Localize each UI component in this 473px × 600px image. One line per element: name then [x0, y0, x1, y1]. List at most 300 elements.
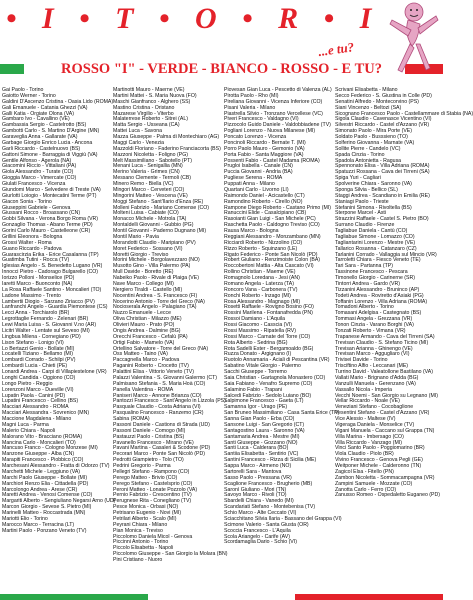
list-item: Robert Giuliano - Renzimoiste Colon (BA) [224, 257, 321, 264]
list-item: Garbage Giorgio Enrico Lucia - Ancona [2, 139, 93, 146]
list-item: Mancina Carlo - Moncalieri (TO) [2, 439, 76, 446]
list-item: Vice Alessio - Maltese (IV) [335, 416, 396, 422]
list-item: Grillini Eleonora - Bologna [2, 233, 63, 240]
list-item: Marchetti Michele - Leggiuno (VA) [2, 468, 81, 475]
list-item: Villa Riccardo - Vanzago (MI) [335, 439, 402, 446]
list-item: Oss Matteo - Taino (VA) [113, 351, 168, 358]
list-item: Ladone Massimo - Trento [2, 292, 61, 299]
list-item: Trevisan Arianna - Ghinengo (VE) [335, 345, 413, 352]
list-item: Pizzocolo Guido Daniele - Valdobbiadene (TV) [224, 122, 331, 129]
list-item: Moretti Giorgio - Treviso [113, 251, 169, 258]
list-item: Roccobertoni Mattia - Alta Cascato (VI) [224, 263, 314, 270]
list-item: Tomadoni Alberto - Torino [335, 304, 394, 311]
list-item: Guano Riccardo - Padova [2, 245, 62, 252]
list-item: Vallati Mario - Brignano d'Adda (BG) [335, 374, 419, 381]
list-item: Santagostino Laura - Saronno (VA) [224, 427, 305, 434]
list-item: Viola Claudio - Piolo (BR) [335, 451, 394, 458]
list-item: Gobbi Silvana - Verona Borgo Roma (VR) [2, 216, 99, 223]
list-item: Gioggia Marco - Vimercate (CO) [2, 175, 77, 182]
list-item: Puccia Giovanni - Andria (BA) [224, 169, 293, 176]
list-item: Iorizzo Polloni - Monselice (PD) [2, 275, 75, 281]
list-item: Rossoi Damiano - L'Aquila [224, 316, 285, 323]
list-item: Soldato Paolo - Busssieno (TO) [335, 134, 408, 140]
list-item: Ramondino Roberto - Cirello (NO) [224, 198, 303, 205]
list-item: Maschi Gianfranco - Alghero (SS) [113, 98, 191, 105]
list-item: Lecci Anna - Torchiarolo (BR) [2, 310, 70, 317]
list-item: Sigola Claudio - Cavenasce Vicentino (VI) [335, 116, 432, 123]
list-item: Romagnolo Loredana - Jesi (AN) [224, 275, 300, 281]
list-item: Lingbua Milena - Cornegiano (PD) [2, 333, 81, 340]
list-item: Zanusso Romeo - Ospedaletto Euganeo (PD) [335, 492, 440, 499]
list-item: Trivisei Davide - Torino [335, 357, 388, 364]
list-item: Ronchi Roberto - Inzago (MI) [224, 292, 291, 299]
list-item: Matta Sergio - Usseana (CA) [113, 122, 180, 129]
list-item: Scaglione Francesco - Brugherio (MB) [224, 480, 313, 487]
list-item: Tonzati Roberto - Vimana (VR) [335, 327, 406, 334]
list-item: Sanna Gian Paolo - Erba (CO) [224, 416, 295, 422]
list-item: Roncoro Vana - Carbonera (TV) [224, 286, 298, 293]
list-item: Solferino Giovanna - Marnate (VA) [335, 139, 415, 146]
list-item: Nabeiko Paolo - Rivale di Plaiga (VE) [113, 275, 199, 281]
list-item: Petrilari Alberto - Scalo (MI) [113, 515, 177, 522]
list-item: Nuzzo Emanuele - Lecce [113, 310, 171, 317]
list-item: Santiia Elisabetta - Sentirio (VC) [224, 451, 299, 458]
list-item: Poncato Lorenzo - Vicenza [224, 134, 287, 140]
list-item: Porta Fabio - Santa Maggiore (VA) [224, 151, 304, 158]
list-item: Molleni Fabrizio - Mariano Comense (CO) [113, 204, 209, 211]
list-item: Gentile Alfonso - Agerola (NA) [2, 157, 72, 164]
list-item: Stefanini Simona - Rivoltella (BS) [335, 204, 412, 211]
list-item: Weitponer Michele - Calderonno (TN) [335, 463, 422, 469]
list-item: Vassallo Nicola - Imperia [335, 386, 392, 393]
list-item: Gattoni Simone - Barraggia di Viggiù (VA) [2, 151, 98, 158]
list-item: Mull Davide - Boretto (RE) [113, 269, 174, 276]
list-item: Giacomini Riccio - Vittaliani (PA) [2, 163, 77, 170]
list-item: Rampone Diego Roberto - Castano Primo (MI) [224, 204, 331, 211]
list-item: Marchi Paolo Giuseppe - Bollate (MI) [2, 474, 88, 481]
list-item: Maccione Magdalena - Milano [2, 416, 72, 422]
list-item: Sabatino Vitale Giorgio - Palermo [224, 363, 301, 370]
list-item: Todeti Andrea - Roviretto d'Asiaki (PG) [335, 292, 424, 299]
list-item: Nave Marco - Collego (MI) [113, 280, 174, 287]
list-item: Nocentini Andrea - S. Francesco (FI) [113, 292, 198, 299]
list-item: Rota Sadelli Ester - Bergamoaldo (BG) [224, 345, 314, 352]
list-item: Longhi Candida - Oggiono (CO) [2, 374, 76, 381]
list-item: Trevisan Claudio - S. Stefano Ticino (MI) [335, 339, 429, 346]
list-item: Santi Giuseppe - Gozzano (NO) [224, 439, 298, 446]
list-item: Pugliese Serena - ROMA [224, 175, 283, 182]
list-item: Piveri Francesco - Valdagno (VI) [224, 116, 299, 123]
list-item: Scandariati Stefano - Montebenisa (TV) [224, 504, 316, 511]
list-item: Spadola Antonietta - Ragusa [335, 157, 402, 164]
list-item: Guarascirzia Erika - Erice Casalanna (TP) [2, 251, 99, 258]
list-item: Santini Francesco - Rizza di Sicilia (ME) [224, 457, 317, 464]
list-item: Lorenzoni Marco - Dueville (VI) [2, 386, 74, 393]
list-item: Maretti Andrea - Venosi Comense (CO) [2, 492, 93, 499]
list-item: Licitri Walter - Lentate sul Seveso (MI) [2, 327, 90, 334]
list-item: Trapanese Armando - Cava del Tirreni (SA) [335, 333, 435, 340]
list-item: Rigato Federico - Ponte San Nicolò (PD) [224, 251, 318, 258]
list-item: Ruotolo Annamaria - Aciali di Pescantina (VR) [224, 357, 330, 364]
list-item: Melt Massimiliano - Sabotello (PT) [113, 157, 192, 164]
list-item: Pellegri Stefano - Rampono (CO) [113, 468, 190, 475]
list-item: Lonardi Andrea - Carpi di Villapiestelone (VR) [2, 369, 107, 375]
header-question: ROSSO "I" - VERDE - BIANCO - ROSSO - E TU? [61, 61, 382, 77]
list-item: Innocci Pietro - Cadorago Bulgarello (CO) [2, 269, 99, 276]
list-item: Timonello Giorgio - Carinerne (SR) [335, 275, 415, 281]
list-item: Marchesani Alessandro - Fratta di Odorzo (TV) [2, 463, 110, 469]
list-item: Margariti Alberto - Sengiuliano Negarsi Arno (UD) [2, 498, 116, 505]
list-item: Pasquale Claudio - Costa Adriana (VI) [113, 404, 201, 411]
list-item: Vesentini Stefano - Castel d'Azzano (VR) [335, 410, 430, 417]
list-item: Rasoianti Gian Luigi - San Michele (PC) [224, 216, 316, 223]
list-item: Marapiti Francesco - Piobbico (CO) [2, 457, 84, 464]
list-item: Salcedi Fabrizio - Sedolo Luiano (BO) [224, 392, 312, 399]
list-item: Giussani Rocco - Broassano (CN) [2, 210, 81, 217]
list-item: Quartani Carlo - Livorno (LI) [224, 186, 289, 193]
list-item: Vellar Riccardo - Noale (VE) [335, 398, 400, 405]
name-column-4 [335, 87, 473, 592]
list-item: Secco Federico - S. Giustina in Colle (PD) [335, 92, 432, 99]
list-item: Rosa Alessandro - Magnago (MI) [224, 298, 301, 305]
list-item: Sacchi Giuseppe - Torremo [224, 369, 287, 375]
list-item: Zagicol Elsa - Fitello (PN) [335, 468, 394, 475]
list-item: Vigani Manuela - Caccano sul Grappa (TN) [335, 427, 435, 434]
list-item: Vanzulli Manuela - Gerenzano (VA) [335, 380, 416, 387]
list-item: Tintorri Andrea - Gardo (VR) [335, 280, 400, 287]
list-item: Gambassia Sergio - Castelrotto (BS) [2, 122, 87, 129]
list-item: Marcon Giorgio - Sevese S. Pietro (MI) [2, 504, 92, 511]
list-item: Raimondo Daniel - Acicastello (CT) [224, 192, 305, 199]
list-item: Mazarese Virgilio - Viterbo [113, 110, 174, 117]
list-item: Malerio Chiara - Napoli [2, 427, 56, 434]
list-item: Ongis Andrea - Dalmine (BG) [113, 327, 181, 334]
list-item: Ruzza Donato - Argignano (I) [224, 351, 292, 358]
list-item: Mazza Giuseppe - Palma di Montechiaro (AG) [113, 134, 220, 140]
list-item: Saia Christian - Gartagnola Monastero (CO) [224, 374, 326, 381]
list-item: Spiga Yuri - Cagliari [335, 175, 381, 182]
list-item: Tagliabue Daniela - Cantù (CO) [335, 228, 408, 234]
bottom-bar-red [295, 594, 443, 600]
list-item: Prugloi Isabella - Canale (CN) [224, 163, 293, 170]
name-list-columns [2, 87, 473, 592]
list-item: Zampini Samuele - Mozzate (CO) [335, 480, 413, 487]
list-item: Spolverine Chiara - Saronno (VA) [335, 181, 412, 187]
list-item: Gorini Carlo Mauro - Castelleone (CR) [2, 228, 91, 234]
list-item: Lison Stefano - Lonigo (VI) [2, 339, 64, 346]
list-item: Macciari Alessandra - Sovrenico (MN) [2, 410, 90, 417]
list-item: Longo Pietro - Reggio [2, 380, 53, 387]
list-item: Veneziani Stefano - Cocobaglione [335, 404, 414, 411]
list-item: Gai Paolo - Torino [2, 87, 44, 93]
list-item: Pisani Valeria - Milano [224, 104, 276, 111]
list-item: Pernio Fabrizio - Crescentino (TV) [113, 492, 192, 499]
list-item: Sartorelli Sara - Mantova [224, 468, 282, 475]
list-item: Sciacchitano Silvia Ilaria - Bassano del Grappa (VI) [224, 515, 342, 522]
list-item: Schio Marco - Alte Ceccato (VI) [224, 510, 297, 516]
list-item: Lo Bertazzi Genio - Bollate (MI) [2, 345, 75, 352]
list-item: Rizzo Roberto - Squinzano (LE) [224, 245, 298, 252]
list-item: Pecorari Marco - Ponte San Nicolò (PD) [113, 451, 205, 458]
list-item: Sabina (ROMA) [113, 416, 150, 422]
name-column-2 [113, 87, 228, 592]
list-item: Simonato Paolo - Mira Porte (VE) [335, 128, 412, 135]
list-item: Nergiero Tiraldi - Castello (MI) [113, 286, 183, 293]
list-item: Passoni Daniele - Castions di Strada (UD) [113, 421, 210, 428]
list-item: Perugnese Rita - Conegliano (TV) [113, 498, 192, 505]
list-item: Possenti Fabio - Castel Madama (ROMA) [224, 157, 320, 164]
list-item: San Bruneo Massimiliano - Casa Santa Erice (TP) [224, 410, 340, 417]
list-item: Tonon Cinzia - Varano Borghi (VA) [335, 322, 414, 328]
list-item: Pirotta Paolo - Rho (MI) [224, 92, 279, 99]
list-item: Peroni Matteo - Lonate Pozzolo (VA) [113, 486, 198, 493]
list-item: Palattini Elisa - Vittorio Veneto (TV) [113, 369, 194, 375]
list-item: Surrano Claudio - Firenze [335, 222, 395, 229]
list-item: Ortigi Fabio - Mamelo (VA) [113, 339, 175, 346]
name-column-3 [224, 87, 342, 592]
list-item: Toffanin Lorenzo - Villa Adriana (ROMA) [335, 298, 428, 305]
list-item: Piovesan Gian Luca - Pescetto di Valenza (AL) [224, 87, 332, 93]
list-item: Piccolomo Daniela Micol - Genova [113, 533, 193, 540]
list-item: Turrino David - Valeatollone Bastilano (VA) [335, 369, 433, 375]
bottom-bar-white [148, 594, 296, 600]
list-item: Macciari Alessandro - ROMA [2, 404, 69, 411]
list-item: Giola Alessandro - Turate (CO) [2, 169, 74, 176]
list-item: Giundomi Marco - Selvedere di Treste (VA) [2, 186, 101, 193]
list-item: Peyrani Chiara - Milano [113, 521, 168, 528]
tagline: ...e tu? [317, 39, 356, 60]
list-item: Sasso Paolo - Pressana (VR) [224, 474, 292, 481]
list-item: Locatelli Tiziano - Bellamo (MI) [2, 351, 73, 358]
list-item: Malorano Vito - Bracciano (ROMA) [2, 433, 83, 440]
list-item: Perego Matteo - Brivio (CO) [113, 474, 178, 481]
list-item: Legrottaglie Fernando - Zelenari (BR) [2, 316, 89, 323]
list-item: Siani Vincenzo - Beltozi (SA) [335, 104, 402, 111]
list-item: Malaterrese Roberto - Sitrei (AL) [113, 116, 188, 123]
list-item: La Rosa Raffaele Santino - Moncalieri (TO) [2, 286, 102, 293]
list-item: Mingorini Matteo - Vescena (VE) [113, 192, 188, 199]
header [0, 0, 443, 86]
list-item: Mastino Cristina - Oristano [113, 104, 175, 111]
list-item: Palazzi Valentina - S. Giovanni Galermo (CT) [113, 374, 217, 381]
list-item: Moret Federico - Sossano (VI) [113, 245, 183, 252]
list-item: Lewi Maria Luisa - S. Giovanni V.no (AR) [2, 322, 97, 328]
page-title: • I • T • O • R • I [6, 2, 381, 35]
list-item: Rota Alberto - Sedrina (BG) [224, 339, 288, 346]
list-item: Martini Paolo - Ponzano Veneto (TV) [2, 527, 87, 534]
list-item: Samanna Igor - Urago (PE) [224, 404, 288, 411]
list-item: Pantozzi Francesco - Sant'Angelo in Lizzola (PS) [113, 398, 226, 405]
list-item: Paganini Roberto - Crocetto (TV) [113, 363, 189, 370]
list-item: Martinotti Mauro - Maerne (VE) [113, 87, 185, 93]
list-item: Porro Paolo Mauro - Gemonio (VA) [224, 145, 305, 152]
list-item: Iaretti Marco - Buonconto (NA) [2, 280, 73, 287]
list-item: Tarlanini Corrado - Vallaggia sul Mincio (VR) [335, 251, 437, 258]
list-item: Piastrella Silvio - Tronzano Vercellese (VC) [224, 110, 323, 117]
list-item: Pini Cristiano - Nuoro [113, 557, 163, 563]
list-item: Tomasani Adelgisa - Castegnato (BS) [335, 310, 422, 317]
list-item: Tallarico Rosanna - Catanzaro (CZ) [335, 245, 417, 252]
list-item: Scimone Valerio - Santa Giusta (OR) [224, 521, 309, 528]
list-item: Saia Fabiano - Venafro Supremo (CO) [224, 380, 313, 387]
tricolor-bottom-bar [0, 594, 443, 600]
list-item: Mattei Luca - Savona [113, 128, 163, 135]
list-item: Santamaria Andrea - Mestre (MI) [224, 433, 300, 440]
list-item: Petrisano Eugenio - Novi (MI) [113, 510, 182, 516]
list-item: Gali Emanuele - Catania Ghezzi (VA) [2, 104, 88, 111]
list-item: Maggi Carlo - Venezia [113, 139, 165, 146]
list-item: Ranuccini Elide - Casalcipiano (CB) [224, 210, 307, 217]
list-item: Pastauzzi Paolo - Cristina (BS) [113, 433, 185, 440]
list-item: Raschetta Paolo - Caldogno Treviso (CO) [224, 222, 320, 229]
list-item: Nocerino Antonio - Torre del Greco (NA) [113, 298, 205, 305]
list-item: Martini Mattei - S. Maria Nuova (FO) [113, 92, 197, 99]
list-item: Rollino Christian - Maeme (VE) [224, 269, 296, 276]
list-item: Giuseppini Gabriele - Genova [2, 204, 71, 211]
list-item: Lupatin Paola - Canini (PD) [2, 392, 66, 399]
list-item: Scoccia Francesco - L'Aquila [224, 527, 291, 534]
list-item: Sansone Luigi - San Gregorio (CT) [224, 421, 305, 428]
list-item: Manzone Giuseppe - Alba (CN) [2, 451, 75, 458]
list-item: Pian Monica - Treviso [113, 527, 163, 534]
list-item: Giurlotti Loiogio - Montecatini Terme (PT) [2, 192, 97, 199]
list-item: Rossi Massimo - Ripatella (RV) [224, 327, 296, 334]
list-item: Lombardi Lucia - Chieti (PE) [2, 363, 68, 370]
list-item: Silvestri Riccardo - Castel d'Azzano (VR) [335, 122, 430, 129]
list-item: Zambon Nicoletta - Sommacampagna (VR) [335, 474, 435, 481]
list-item: Sappa Marco - Airmeno (NO) [224, 463, 292, 469]
list-item: Reggiani Alessandro - Monzambano (MN) [224, 233, 321, 240]
list-item: Rossini Marilena - Fontanafredda (PN) [224, 310, 313, 317]
list-item: Lambertii Diogio - Sarzano Ziriacco (PV) [2, 298, 95, 305]
list-item: Sollite Pierre - Candelo (VC) [335, 145, 401, 152]
list-item: Vinci Santo Paolo - Poggiomarino (BR) [335, 445, 425, 452]
list-item: Mingori Marco - Cerveteri (CO) [113, 186, 185, 193]
list-item: Zanotta Carlo - Ferro (CO) [335, 486, 397, 493]
list-item: Orecchi Francesco - Cefalù (PA) [113, 333, 188, 340]
list-item: Paniseri Marco - Annone Brianza (CO) [113, 392, 202, 399]
list-item: Gaiotto Werner - Torino [2, 92, 56, 99]
list-item: Gonzaglio Thomas - Abano Terme (PD) [2, 222, 93, 229]
list-item: Staniagi Paolo - Trieste [335, 198, 389, 205]
list-item: Gambaro Ivo - Cavallino (VE) [2, 116, 70, 123]
list-item: Spada Cinzia - Torino [335, 151, 385, 158]
list-item: Pesce Monica - Orbasi (NO) [113, 504, 179, 511]
list-item: Garli Riccardo - Castelnuovo (BS) [2, 145, 81, 152]
list-item: Perego Stefano - Castelsprio (CO) [113, 480, 193, 487]
list-item: Magni Luca - Parma [2, 421, 49, 428]
list-item: Rausa Marco - Bologna [224, 228, 279, 234]
list-item: Mancuso Franco - Cologno Monzese (MI) [2, 445, 98, 452]
name-column-1 [2, 87, 116, 592]
list-item: Galli Katia - Orgiate Olona (VA) [2, 110, 74, 117]
list-item: Palmisano Stefania - S. Maria Hoà (CO) [113, 380, 206, 387]
list-item: Pogliani Lorenzo - Nuova Milanese (MI) [224, 128, 316, 135]
list-item: Mazzoni Nicoletta - Foligno (PG) [113, 151, 188, 158]
list-item: Piccolo Elisabetta - Napoli [113, 545, 174, 552]
list-item: Grossi Walter - Roma [2, 239, 52, 246]
list-item: Mazzoldi Floriano - Faderino Franciacorta (BS) [113, 145, 221, 152]
list-item: Puppati Anna - Milano [224, 181, 275, 187]
list-item: Scrivani Elisabetta - Milano [335, 87, 398, 93]
list-item: Panella Valentina - ROMA [113, 386, 174, 393]
list-item: Merino Valeria - Grimes (CN) [113, 169, 180, 176]
list-item: Montil Giovanni - Paderno Dugnano (MI) [113, 228, 207, 234]
list-item: Salpimone Francesco - Gaeta (LT) [224, 398, 304, 405]
list-item: Guatimba Tutini - Rocca (TV) [2, 257, 70, 264]
list-item: Mariotti Elio - Torino [2, 515, 48, 522]
list-item: Piccinni Antonio - Torino [113, 539, 169, 546]
list-item: Iglesias Angelo - S. Benedetto Lugano (VR) [2, 263, 103, 270]
list-item: Tarroletti Chiara - Fiesco Veneto (TE) [335, 257, 421, 264]
list-item: Rosetti Raffaele - Rovigno Bosino (FO) [224, 304, 314, 311]
bottom-bar-green [0, 594, 148, 600]
list-item: Tagliantarini Lorenzo - Mestre (VE) [335, 239, 416, 246]
list-item: Molteni Luisa - Cabiate (CO) [113, 210, 179, 217]
list-item: Trevisan Marco - Aggugliaro (VI) [335, 351, 410, 358]
list-item: Marinelli Matteo - Roccastrada (MN) [2, 510, 86, 516]
list-item: Saronì Giuliano - Mori (TN) [224, 486, 287, 493]
list-item: Marocco Marco - Terracina (LT) [2, 521, 75, 528]
list-item: Pireliana Giovanni - Vicenza Inferiore (CO) [224, 98, 323, 105]
list-item: Olivieri Mauro - Prato (PO) [113, 322, 175, 328]
list-item: Lombardi Corrado - Schilpi (PV) [2, 357, 76, 364]
list-item: Sbardelli Chiara - Vanedo (MI) [224, 498, 294, 505]
list-item: Lupatini Francesco - Cellino (BS) [2, 398, 79, 405]
list-item: Rossi Marco - Carnate del Torre (CO) [224, 333, 311, 340]
list-item: Vecchi Noemi - San Giorgio su Legnano (MI) [335, 392, 438, 399]
list-item: Romano Angela - Laterza (TA) [224, 280, 294, 287]
list-item: Savoyo Marco - Rivoli (TO) [224, 492, 287, 499]
list-item: Tari Sara - Partanna (TP) [335, 263, 393, 270]
list-item: Garaveglia Anna - Gallarate (VA) [2, 134, 78, 140]
list-item: Ricciardi Roberto - Nizzolino (CO) [224, 239, 303, 246]
list-item: Moggi Stefano - Sant'Ilario d'Enza (RE) [113, 198, 204, 205]
list-item: Tizzanini Alessandro - Bruninco (AP) [335, 286, 420, 293]
list-item: Vivino Francesco - Genova Pegli (GE) [335, 457, 423, 464]
list-item: Sponga Silvia - Bellico (SL) [335, 186, 398, 193]
list-item: Strazzini Raffaele - Castel S. Pietro (BO) [335, 216, 429, 223]
list-item: Paccagnella Marco - Padova [113, 357, 180, 364]
list-item: Nocioserala Angelo - Palagiano (TA) [113, 304, 197, 311]
list-item: Morandotti Claudio - Maripiano (PV) [113, 239, 196, 246]
list-item: Lanfranchi Angelo - Guardia Piemontese (CS) [2, 304, 108, 311]
list-item: Scordamaglia Dario - Schio (VI) [224, 539, 297, 546]
list-item: Spennonato Elisa - Villa Adriana (ROMA) [335, 163, 430, 170]
list-item: Pedrotti Giampietro - Tolo (TO) [113, 457, 184, 464]
list-item: Rossi Giacomo - Casscia (VI) [224, 322, 293, 328]
list-item: Sterpone Marcel - Asti [335, 210, 387, 217]
list-item: Tagliabue Simone - Lomazzo (CO) [335, 233, 415, 240]
list-item: Monacco Michele - Motrola (TA) [113, 216, 187, 223]
list-item: Ortellino Salvatore - Torre del Greco (NA) [113, 345, 209, 352]
list-item: Pedrini Gregorio - Parma [113, 463, 171, 469]
list-item: Poncinoli Riccardo - Bernate T. (MI) [224, 139, 306, 146]
list-item: Giacon Sonia - Torino [2, 198, 52, 205]
list-item: Piccolomo Giuseppe - San Giorgio la Molara (BN) [113, 551, 228, 558]
list-item: Musotto Gino - Villa Palermo (PA) [113, 263, 191, 270]
list-item: Menani Luca - Senigallia (MN) [113, 163, 183, 170]
list-item: Staggi Andrea - Scandiano in Emilia (RE) [335, 192, 430, 199]
list-item: Gambotti Carlo - S. Martino D'Argine (MN) [2, 128, 100, 135]
list-item: Galdini D'Ascenzo Cristina - Oasia Lido (ROMA) [2, 98, 114, 105]
list-item: Montaldelli Giovanni - Gubbio (PG) [113, 222, 194, 229]
list-item: Pasqualino Francesco - Ranzemo (CR) [113, 410, 204, 417]
list-item: Marchiori Renzo Elia - Cittadella (PD) [2, 480, 89, 487]
list-item: Villa Marina - Imbersago (CO) [335, 433, 404, 440]
list-item: Montil Mario - Pavia [113, 233, 159, 240]
list-item: Santi Luca - Calderara (BO) [224, 445, 289, 452]
